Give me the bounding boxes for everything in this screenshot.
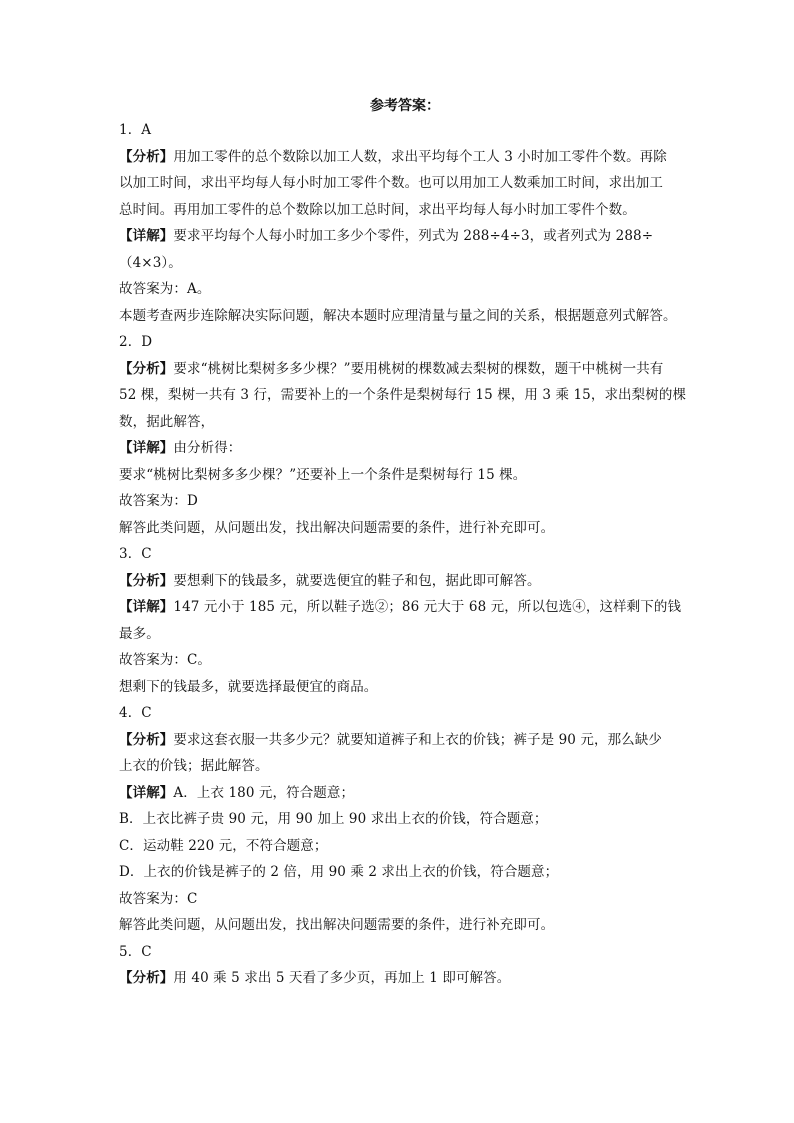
text-line-q4-analysis-2: [119, 753, 681, 780]
line-text: 解答此类问题，从问题出发，找出解决问题需要的条件，进行补充即可。: [119, 917, 555, 933]
text-line-q4-answer: [119, 886, 681, 913]
text-line-q4-detail-4: [119, 859, 681, 886]
section-tag: 【分析】: [119, 731, 174, 748]
text-line-q3-detail-2: [119, 621, 681, 648]
section-tag: 【分析】: [119, 572, 174, 589]
line-text: 52 棵，梨树一共有 3 行，需要补上的一个条件是梨树每行 15 棵，用 3 乘 15，求出梨树的棵: [119, 387, 687, 403]
text-line-q2-detail-1: [119, 435, 681, 462]
line-text: 故答案为：C: [119, 890, 198, 907]
line-text: 要求“桃树比梨树多多少棵？”要用桃树的棵数减去梨树的棵数，题干中桃树一共有: [173, 360, 664, 377]
text-line-q1-detail-2: [119, 250, 681, 277]
text-line-q3-detail-1: [119, 594, 681, 621]
answer-content: [119, 95, 687, 992]
text-line-q1-analysis-1: [119, 144, 681, 171]
text-line-q1-detail-1: [119, 223, 681, 250]
text-line-q4-detail-1: [119, 780, 681, 807]
text-line-q2-analysis-3: [119, 409, 681, 436]
line-text: 上衣的价钱；据此解答。: [119, 758, 269, 774]
section-tag: 【分析】: [119, 360, 174, 377]
line-text: 本题考查两步连除解决实际问题，解决本题时应理清量与量之间的关系，根据题意列式解答。: [119, 307, 677, 324]
text-line-q1-summary: [119, 303, 681, 330]
section-tag: 【详解】: [119, 599, 174, 615]
line-text: 要求平均每个人每小时加工多少个零件，列式为 288÷4÷3，或者列式为 288÷: [173, 228, 654, 244]
line-text: 用 40 乘 5 求出 5 天看了多少页，再加上 1 即可解答。: [173, 970, 511, 986]
text-line-q3-analysis-1: [119, 568, 681, 595]
line-text: 总时间。再用加工零件的总个数除以加工总时间，求出平均每人每小时加工零件个数。: [119, 201, 636, 218]
line-text: 要求这套衣服一共多少元？就要知道裤子和上衣的价钱；裤子是 90 元，那么缺少: [173, 731, 662, 748]
text-line-q2-analysis-2: [119, 382, 687, 409]
section-tag: 【分析】: [119, 148, 174, 165]
text-line-q3-answer: [119, 647, 681, 674]
line-text: D．上衣的价钱是裤子的 2 倍，用 90 乘 2 求出上衣的价钱，符合题意；: [119, 864, 559, 880]
line-text: 2．D: [119, 334, 153, 350]
section-tag: 【详解】: [119, 440, 174, 456]
text-line-q4-summary: [119, 912, 681, 939]
line-text: 解答此类问题，从问题出发，找出解决问题需要的条件，进行补充即可。: [119, 519, 555, 536]
text-line-q1-analysis-2: [119, 170, 681, 197]
text-line-q5-analysis-1: [119, 965, 681, 992]
text-line-q2-detail-2: [119, 462, 681, 489]
text-line-q4-number: [119, 700, 681, 727]
line-text: 故答案为：C。: [119, 652, 212, 668]
text-line-q3-summary: [119, 674, 681, 701]
text-line-q4-detail-2: [119, 806, 681, 833]
line-text: A．上衣 180 元，符合题意；: [173, 784, 355, 801]
section-tag: 【详解】: [119, 784, 174, 801]
answer-lines: [119, 117, 687, 992]
text-line-q2-analysis-1: [119, 356, 681, 383]
line-text: 想剩下的钱最多，就要选择最便宜的商品。: [119, 678, 378, 695]
section-tag: 【分析】: [119, 970, 174, 986]
line-text: 以加工时间，求出平均每人每小时加工零件个数。也可以用加工人数乘加工时间，求出加工: [119, 175, 663, 191]
line-text: 要求“桃树比梨树多多少棵？”还要补上一个条件是梨树每行 15 棵。: [119, 466, 527, 483]
section-tag: 【详解】: [119, 228, 174, 244]
text-line-q1-number: [119, 117, 681, 144]
line-text: 由分析得：: [173, 440, 242, 456]
text-line-q3-number: [119, 541, 681, 568]
text-line-q1-answer: [119, 276, 681, 303]
line-text: 最多。: [119, 625, 160, 642]
line-text: （4×3）。: [119, 254, 182, 271]
line-text: 147 元小于 185 元，所以鞋子选②；86 元大于 68 元，所以包选④，这样剩下的钱: [173, 599, 682, 615]
line-text: 数，据此解答，: [119, 413, 215, 430]
line-text: 3．C: [119, 546, 152, 562]
line-text: 故答案为：D: [119, 493, 198, 509]
text-line-q1-analysis-3: [119, 197, 681, 224]
page-title: 参考答案：: [370, 98, 440, 114]
line-text: 1．A: [119, 122, 152, 138]
text-line-q5-number: [119, 939, 681, 966]
text-line-q4-detail-3: [119, 833, 681, 860]
line-text: 故答案为：A。: [119, 281, 211, 297]
text-line-q4-analysis-1: [119, 727, 681, 754]
text-line-q2-answer: [119, 488, 681, 515]
line-text: 用加工零件的总个数除以加工人数，求出平均每个工人 3 小时加工零件个数。再除: [173, 148, 667, 165]
line-text: C．运动鞋 220 元，不符合题意；: [119, 837, 328, 854]
text-line-q2-number: [119, 329, 681, 356]
line-text: 5．C: [119, 943, 152, 960]
line-text: 要想剩下的钱最多，就要选便宜的鞋子和包，据此即可解答。: [173, 572, 541, 589]
line-text: 4．C: [119, 705, 152, 721]
text-line-q2-summary: [119, 515, 681, 542]
line-text: B．上衣比裤子贵 90 元，用 90 加上 90 求出上衣的价钱，符合题意；: [119, 811, 548, 827]
